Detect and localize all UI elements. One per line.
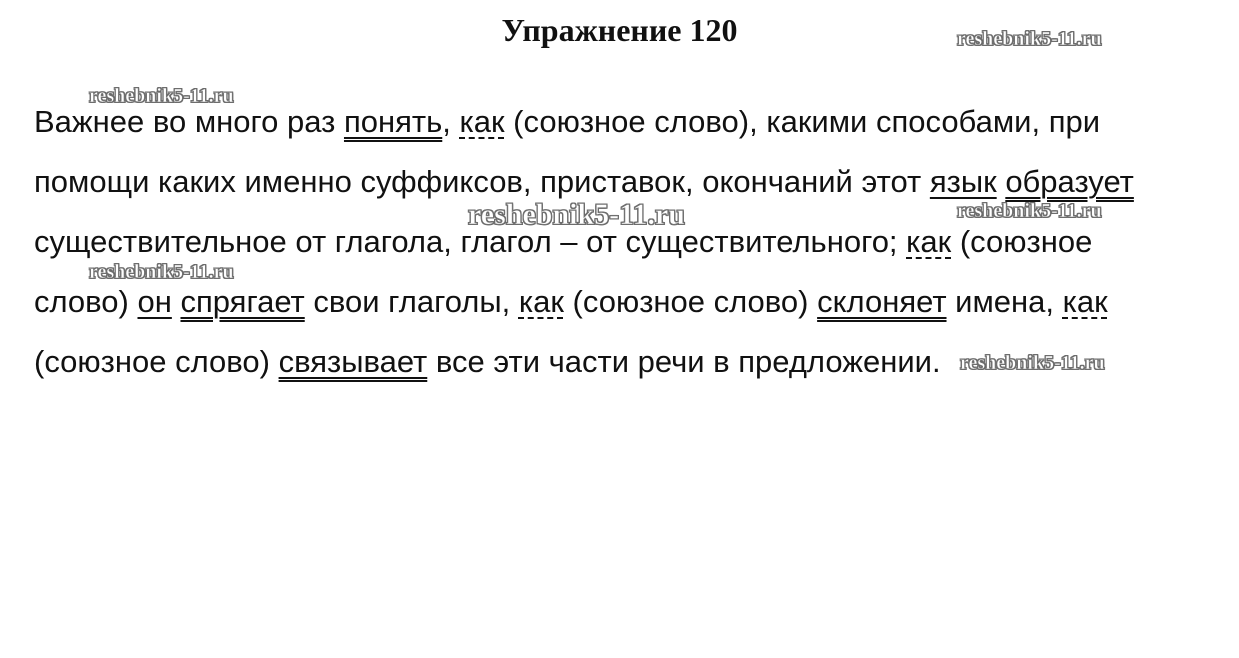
exercise-text bbox=[34, 92, 1224, 392]
watermark: reshebnik5-11.ru bbox=[89, 261, 234, 283]
subject-word: он bbox=[137, 284, 172, 319]
text-segment: Важнее во много раз bbox=[34, 104, 344, 139]
text-segment: свои глаголы, bbox=[304, 284, 519, 319]
subject-word: язык bbox=[929, 164, 997, 199]
text-segment: помощи каких именно суффиксов, приставок, окончаний этот bbox=[34, 164, 930, 199]
text-segment: , bbox=[442, 104, 460, 139]
text-segment: имена, bbox=[946, 284, 1063, 319]
adverbial-word: как bbox=[1062, 284, 1108, 319]
predicate-word: связывает bbox=[278, 344, 428, 379]
text-segment: все эти части речи в предложении. bbox=[427, 344, 941, 379]
predicate-word: склоняет bbox=[817, 284, 947, 319]
adverbial-word: как bbox=[906, 224, 952, 259]
text-segment: слово) bbox=[34, 284, 138, 319]
adverbial-word: как bbox=[459, 104, 505, 139]
predicate-word: понять bbox=[343, 104, 443, 139]
exercise-title: Упражнение 120 bbox=[501, 12, 738, 48]
predicate-word: спрягает bbox=[180, 284, 305, 319]
text-segment: существительное от глагола, глагол – от существительного; bbox=[34, 224, 907, 259]
watermark: reshebnik5-11.ru bbox=[957, 200, 1102, 222]
adverbial-word: как bbox=[518, 284, 564, 319]
watermark: reshebnik5-11.ru bbox=[468, 198, 685, 231]
text-segment: (союзное слово) bbox=[563, 284, 818, 319]
text-segment: (союзное слово), какими способами, при bbox=[504, 104, 1101, 139]
watermark: reshebnik5-11.ru bbox=[89, 85, 234, 107]
watermark: reshebnik5-11.ru bbox=[957, 28, 1102, 50]
text-segment: (союзное слово) bbox=[34, 344, 279, 379]
text-segment: (союзное bbox=[951, 224, 1093, 259]
predicate-word: образует bbox=[1005, 164, 1134, 199]
watermark: reshebnik5-11.ru bbox=[960, 352, 1105, 374]
